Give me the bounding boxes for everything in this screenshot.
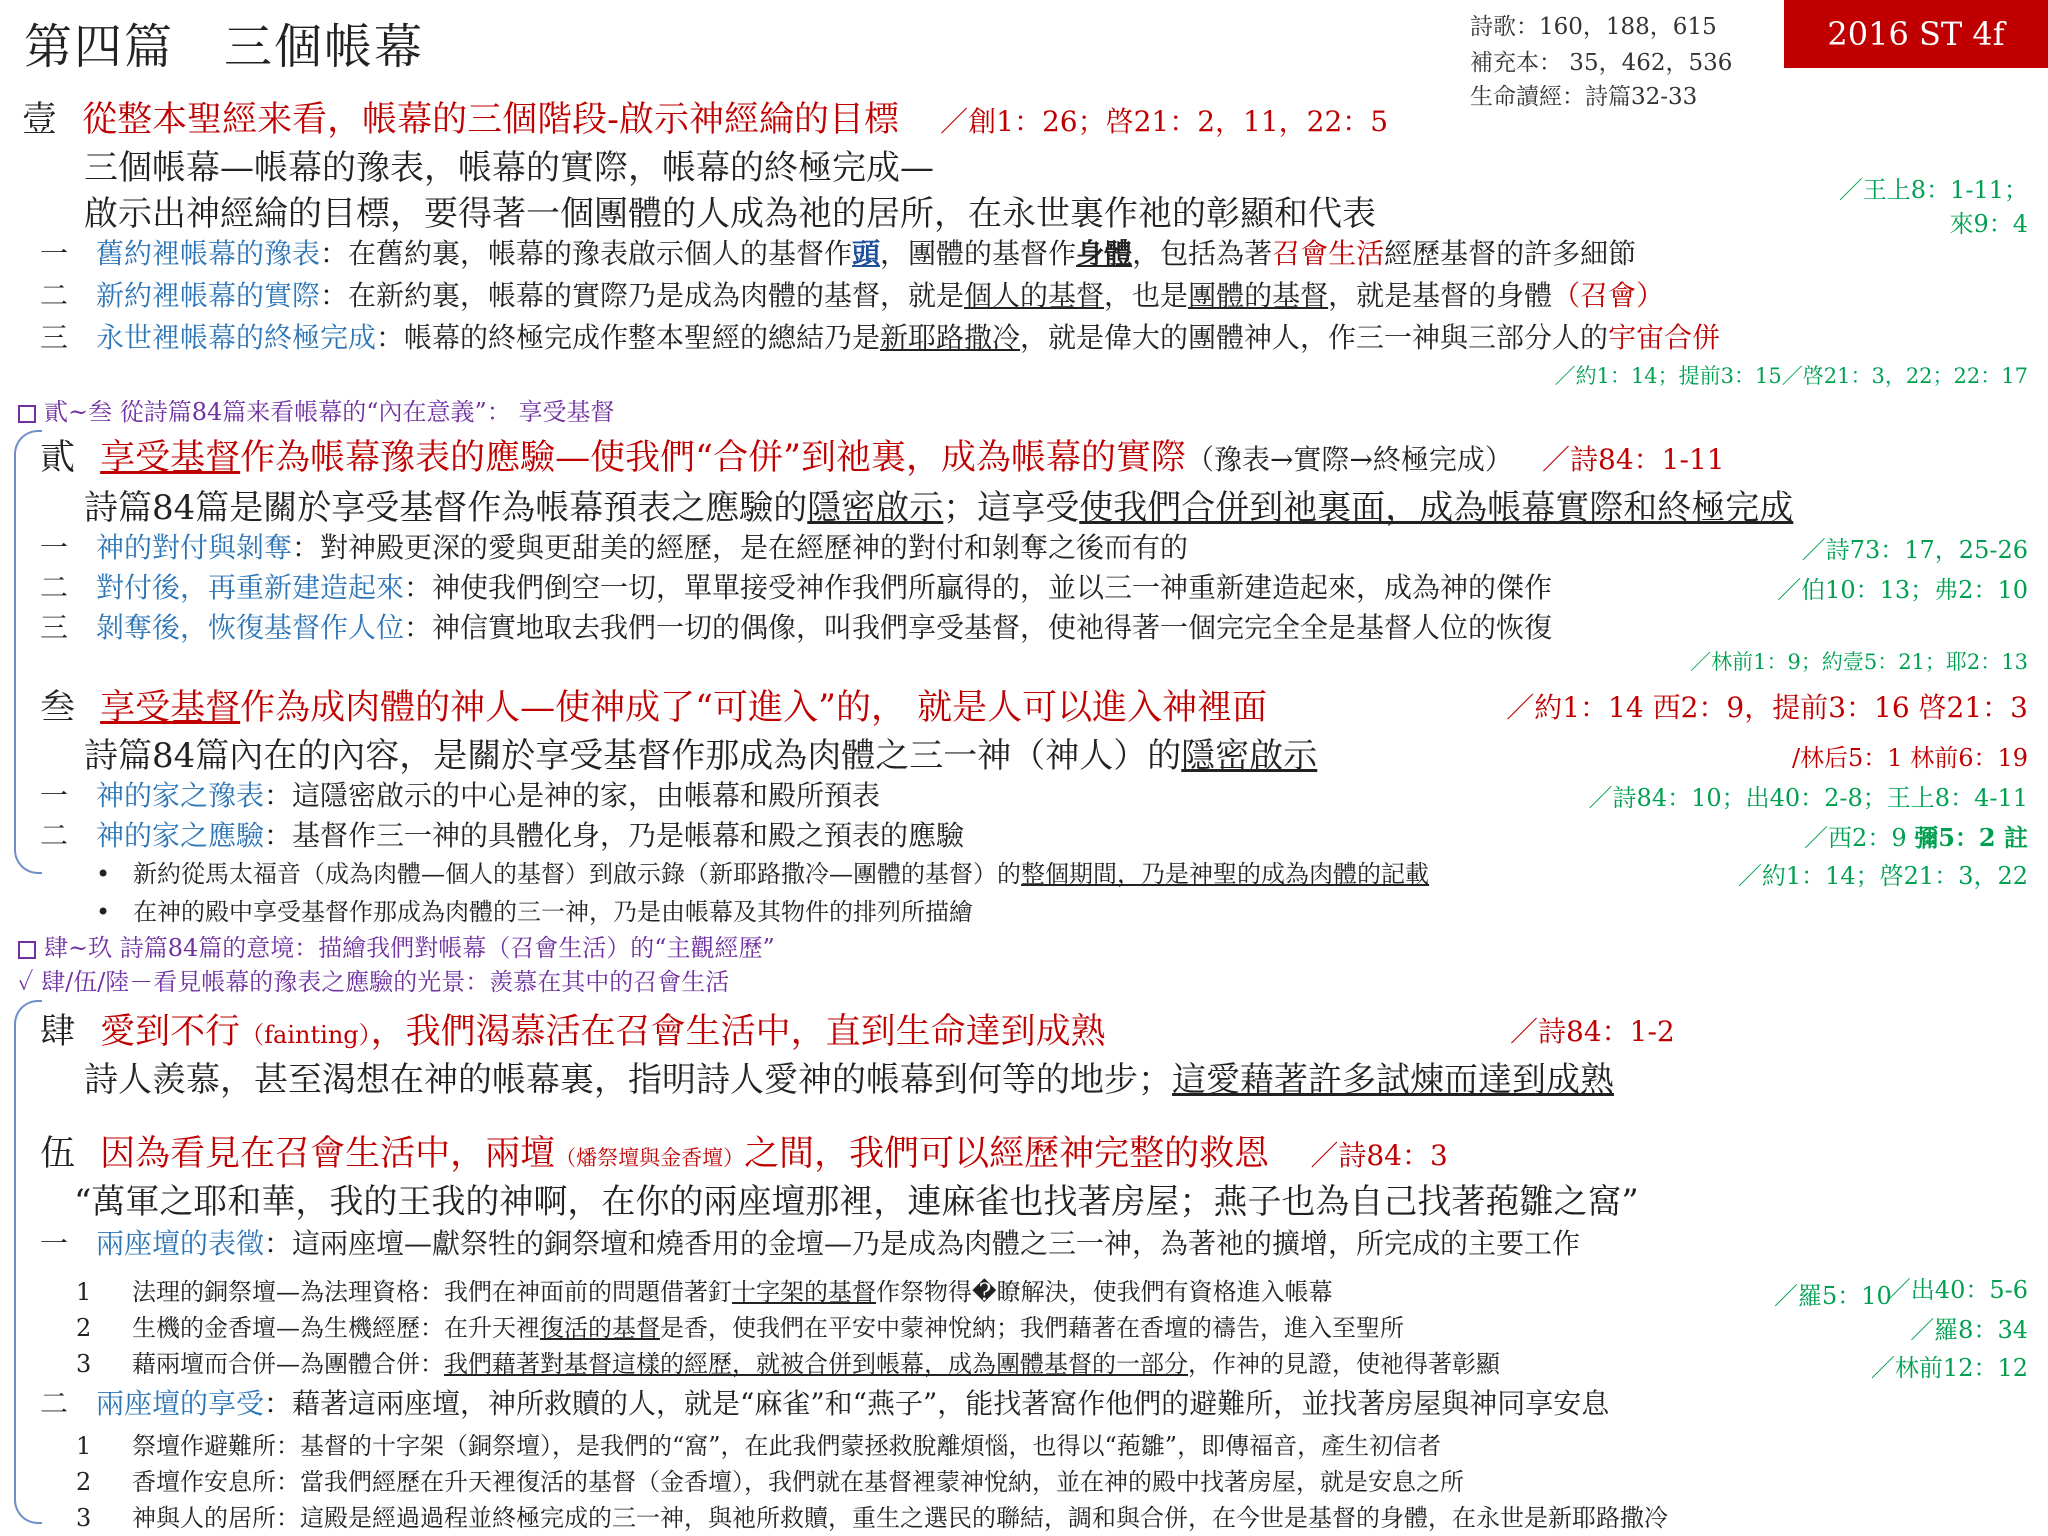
section-number: 壹: [22, 100, 58, 140]
point-label: 剝奪後，恢復基督作人位: [96, 611, 405, 644]
point-text: ：神使我們倒空一切，單單接受神作我們所贏得的，並以三一神重新建造起來，成為神的傑作: [404, 571, 1553, 604]
scripture-ref: ／詩73：17，25-26: [1801, 536, 2028, 564]
bullet-1: • 新約從馬太福音（成為肉體—個人的基督）到啟示錄（新耶路撒冷—團體的基督）的整個期間，乃是神聖的成為肉體的記載: [96, 860, 1430, 888]
emphasis: 新耶路撒冷: [880, 321, 1021, 354]
section-title: ，我們渴慕活在召會生活中，直到生命達到成熟: [370, 1012, 1106, 1052]
outline-bar-text: 肆~玖 詩篇84篇的意境：描繪我們對帳幕（召會生活）的“主觀經歷”: [44, 934, 775, 962]
point-text: ：對神殿更深的愛與更甜美的經歷，是在經歷神的對付和剝奪之後而有的: [292, 531, 1189, 564]
line-text: 詩人羨慕，甚至渴想在神的帳幕裏，指明詩人愛神的帳幕到何等的地步；: [84, 1060, 1172, 1100]
emphasis: （召會）: [1552, 279, 1665, 312]
section-number: 肆: [40, 1012, 76, 1052]
checkbox-icon: [18, 405, 36, 423]
item-text: 藉兩壇而合併—為團體合併：: [132, 1350, 444, 1378]
point-2-1: [40, 526, 1188, 566]
section-title: （fainting）: [240, 1021, 371, 1049]
item-text: 神與人的居所：這殿是經過過程並終極完成的三一神，與祂所救贖，重生之選民的聯結，調和與合併，在今世是基督的身體，在永世是新耶路撒冷: [132, 1504, 1668, 1532]
scripture-ref: ／約1：14；啓21：3，22: [1737, 862, 2028, 890]
point-label: 神的家之應驗: [96, 819, 265, 852]
point-3-2: [40, 814, 964, 854]
point-number: 一: [40, 531, 69, 564]
scripture-ref: ／西2：9: [1804, 824, 1915, 852]
section-1-heading: [22, 92, 1388, 142]
item-number: 2: [76, 1314, 92, 1342]
item-number: 3: [76, 1350, 92, 1378]
section-title: 作為帳幕豫表的應驗—使我們“合併”到祂裏，成為帳幕的實際: [240, 438, 1186, 478]
item-5-2-2: [76, 1462, 1464, 1497]
scripture-ref: ／羅5：10: [1774, 1282, 1892, 1310]
point-number: 一: [40, 1227, 69, 1260]
scripture-ref: ／約1：14 西2：9，提前3：16 啓21：3: [1506, 691, 2028, 724]
section-number: 貳: [40, 438, 76, 478]
section-brace: [14, 430, 42, 874]
section-3-line-1: [84, 728, 1317, 777]
point-text: ：在新約裏，帳幕的實際乃是成為肉體的基督，就是: [320, 279, 965, 312]
scripture-ref: ／詩84：1-11: [1542, 443, 1725, 476]
item-5-1-1: [76, 1272, 1333, 1307]
scripture-ref: 彌5：2 註: [1914, 823, 2028, 852]
outline-bar-3: ✓ 肆/伍/陸－看見帳幕的豫表之應驗的光景：羨慕在其中的召會生活: [18, 968, 730, 996]
point-label: 對付後，再重新建造起來: [96, 571, 405, 604]
line-text: 詩篇84篇是關於享受基督作為帳幕預表之應驗的: [84, 488, 808, 528]
point-number: 三: [40, 321, 69, 354]
line-text: ；這享受: [943, 488, 1080, 528]
point-label: 兩座壇的享受: [96, 1387, 265, 1420]
item-5-2-1: [76, 1426, 1441, 1461]
emphasis: 復活的基督: [540, 1314, 660, 1342]
scripture-ref: ／詩84：3: [1310, 1139, 1448, 1172]
section-number: 伍: [40, 1134, 76, 1174]
point-text: ，就是基督的身體: [1328, 279, 1553, 312]
supplement-line: 補充本： 35，462，536: [1470, 50, 1733, 76]
page-title: 第四篇 三個帳幕: [24, 19, 425, 75]
scripture-ref: ／羅8：34: [1910, 1316, 2028, 1344]
scripture-ref: ／王上8：1-11；: [1838, 176, 2028, 204]
item-5-1-3: [76, 1344, 1500, 1379]
bullet-text: 在神的殿中享受基督作那成為肉體的三一神，乃是由帳幕及其物件的排列所描繪: [133, 898, 974, 926]
bullet-text: 新約從馬太福音（成為肉體—個人的基督）到啟示錄（新耶路撒冷—團體的基督）的: [133, 860, 1022, 888]
point-text: ：在舊約裏，帳幕的豫表啟示個人的基督作: [320, 237, 853, 270]
point-2-2: [40, 566, 1552, 606]
point-5-2: [40, 1382, 1609, 1422]
hymns-line: 詩歌：160，188，615: [1470, 14, 1717, 40]
item-number: 1: [76, 1278, 92, 1306]
scripture-ref: [1804, 818, 2028, 853]
point-number: 一: [40, 237, 69, 270]
scripture-ref: ／約1：14；提前3：15／啓21：3，22；22：17: [1554, 364, 2028, 388]
scripture-ref: ／詩84：1-2: [1510, 1015, 1675, 1048]
point-text: ：基督作三一神的具體化身，乃是帳幕和殿之預表的應驗: [264, 819, 965, 852]
section-title: 因為看見在召會生活中，兩壇: [100, 1134, 556, 1174]
point-number: 一: [40, 779, 69, 812]
point-1-2: [40, 274, 1664, 314]
section-subtitle: （豫表→實際→終極完成）: [1185, 443, 1513, 476]
emphasis: 整個期間，乃是神聖的成為肉體的記載: [1021, 860, 1430, 888]
scripture-ref: ／創1：26；啓21：2，11，22：5: [940, 105, 1389, 138]
emphasis: 隱密啟示: [1181, 736, 1318, 776]
checkbox-icon: [18, 941, 36, 959]
point-text: ，就是偉大的團體神人，作三一神與三部分人的: [1020, 321, 1609, 354]
item-text: 是香，使我們在平安中蒙神悅納；我們藉著在香壇的禱告，進入至聖所: [660, 1314, 1404, 1342]
point-number: 二: [40, 1387, 69, 1420]
point-label: 永世裡帳幕的終極完成: [96, 321, 377, 354]
point-text: ：藉著這兩座壇，神所救贖的人，就是“麻雀”和“燕子”，能找著窩作他們的避難所，並找著房屋與神同享安息: [264, 1387, 1610, 1420]
point-number: 二: [40, 571, 69, 604]
life-study-line: 生命讀經：詩篇32-33: [1470, 84, 1698, 110]
scripture-ref: ／出40：5-6: [1886, 1276, 2028, 1304]
scripture-ref: 來9：4: [1949, 210, 2028, 238]
point-1-3: [40, 316, 1720, 356]
emphasis: 我們藉著對基督這樣的經歷，就被合併到帳幕，成為團體基督的一部分: [444, 1350, 1188, 1378]
point-text: 經歷基督的許多細節: [1384, 237, 1637, 270]
section-2-line-1: [84, 480, 1793, 529]
point-text: ，包括為著: [1132, 237, 1273, 270]
emphasis: 享受基督: [100, 438, 241, 478]
point-text: ：神信實地取去我們一切的偶像，叫我們享受基督，使祂得著一個完完全全是基督人位的恢復: [404, 611, 1553, 644]
outline-bar-text: 貳~叁 從詩篇84篇来看帳幕的“內在意義”： 享受基督: [44, 398, 615, 426]
point-label: 神的對付與剝奪: [96, 531, 293, 564]
section-3-heading: [40, 680, 1267, 730]
point-2-3: [40, 606, 1552, 646]
point-number: 二: [40, 819, 69, 852]
section-1-line-1: 三個帳幕—帳幕的豫表，帳幕的實際，帳幕的終極完成—: [84, 148, 934, 188]
point-text: ：帳幕的終極完成作整本聖經的總結乃是: [376, 321, 881, 354]
point-3-1: [40, 774, 880, 814]
item-5-1-2: [76, 1308, 1404, 1343]
scripture-ref: ／詩84：10；出40：2-8；王上8：4-11: [1588, 784, 2028, 812]
emphasis: 召會生活: [1272, 237, 1385, 270]
point-text: ：這兩座壇—獻祭牲的銅祭壇和燒香用的金壇—乃是成為肉體之三一神，為著祂的擴增，所完成的主要工作: [264, 1227, 1581, 1260]
point-text: ：這隱密啟示的中心是神的家，由帳幕和殿所預表: [264, 779, 881, 812]
section-brace: [14, 1000, 42, 1524]
emphasis: 享受基督: [100, 688, 241, 728]
point-1-1: [40, 232, 1636, 272]
point-text: ，也是: [1104, 279, 1189, 312]
item-number: 1: [76, 1432, 92, 1460]
section-title: 從整本聖經来看，帳幕的三個階段-啟示神經綸的目標: [82, 100, 899, 140]
point-label: 舊約裡帳幕的豫表: [96, 237, 321, 270]
point-label: 新約裡帳幕的實際: [96, 279, 321, 312]
emphasis: 使我們合併到祂裏面，成為帳幕實際和終極完成: [1079, 488, 1794, 528]
point-label: 神的家之豫表: [96, 779, 265, 812]
section-title: 愛到不行: [100, 1012, 241, 1052]
section-number: 叁: [40, 688, 76, 728]
emphasis: 十字架的基督: [732, 1278, 876, 1306]
item-5-2-3: [76, 1498, 1668, 1533]
section-title: （燔祭壇與金香壇）: [555, 1146, 745, 1170]
emphasis: 身體: [1076, 237, 1133, 270]
bullet-2: • 在神的殿中享受基督作那成為肉體的三一神，乃是由帳幕及其物件的排列所描繪: [96, 898, 974, 926]
section-1-line-2: 啟示出神經綸的目標，要得著一個團體的人成為祂的居所，在永世裏作祂的彰顯和代表: [84, 194, 1376, 234]
emphasis: 個人的基督: [964, 279, 1105, 312]
scripture-ref: /林后5：1 林前6：19: [1791, 744, 2028, 772]
item-text: 生機的金香壇—為生機經歷：在升天裡: [132, 1314, 540, 1342]
item-text: 香壇作安息所：當我們經歷在升天裡復活的基督（金香壇），我們就在基督裡蒙神悅納，並在神的殿中找著房屋，就是安息之所: [132, 1468, 1464, 1496]
section-title: 之間，我們可以經歷神完整的救恩: [744, 1134, 1270, 1174]
line-text: 詩篇84篇內在的內容，是關於享受基督作那成為肉體之三一神（神人）的: [84, 736, 1182, 776]
emphasis: 隱密啟示: [807, 488, 944, 528]
item-number: 2: [76, 1468, 92, 1496]
emphasis: 宇宙合併: [1608, 321, 1721, 354]
item-text: 法理的銅祭壇—為法理資格：我們在神面前的問題借著釘: [132, 1278, 732, 1306]
section-4-line-1: [84, 1052, 1614, 1101]
item-text: ，作神的見證，使祂得著彰顯: [1188, 1350, 1500, 1378]
section-4-heading: [40, 1004, 1106, 1054]
series-badge: 2016 ST 4f: [1784, 0, 2048, 68]
point-number: 三: [40, 611, 69, 644]
emphasis: 頭: [852, 237, 881, 270]
scripture-ref: ／林前1：9；約壹5：21；耶2：13: [1690, 650, 2028, 674]
outline-bar-2: [18, 928, 775, 963]
item-text: 祭壇作避難所：基督的十字架（銅祭壇），是我們的“窩”，在此我們蒙拯救脫離煩惱，也得以“菢雛”，即傳福音，產生初信者: [132, 1432, 1442, 1460]
point-5-1: [40, 1222, 1580, 1262]
emphasis: 團體的基督: [1188, 279, 1329, 312]
point-text: ，團體的基督作: [880, 237, 1077, 270]
outline-bar-1: [18, 392, 614, 427]
point-label: 兩座壇的表徵: [96, 1227, 265, 1260]
scripture-ref: ／林前12：12: [1870, 1354, 2028, 1382]
section-5-quote: “萬軍之耶和華，我的王我的神啊，在你的兩座壇那裡，連麻雀也找著房屋；燕子也為自己找著菢雛之窩”: [74, 1182, 1639, 1222]
section-5-heading: [40, 1126, 1448, 1176]
point-number: 二: [40, 279, 69, 312]
item-number: 3: [76, 1504, 92, 1532]
item-text: 作祭物得�瞭解決，使我們有資格進入帳幕: [876, 1278, 1333, 1306]
section-2-heading: [40, 430, 1725, 480]
scripture-ref: ／伯10：13；弗2：10: [1777, 576, 2028, 604]
section-title: 作為成肉體的神人—使神成了“可進入”的， 就是人可以進入神裡面: [240, 688, 1268, 728]
emphasis: 這愛藉著許多試煉而達到成熟: [1172, 1060, 1614, 1100]
